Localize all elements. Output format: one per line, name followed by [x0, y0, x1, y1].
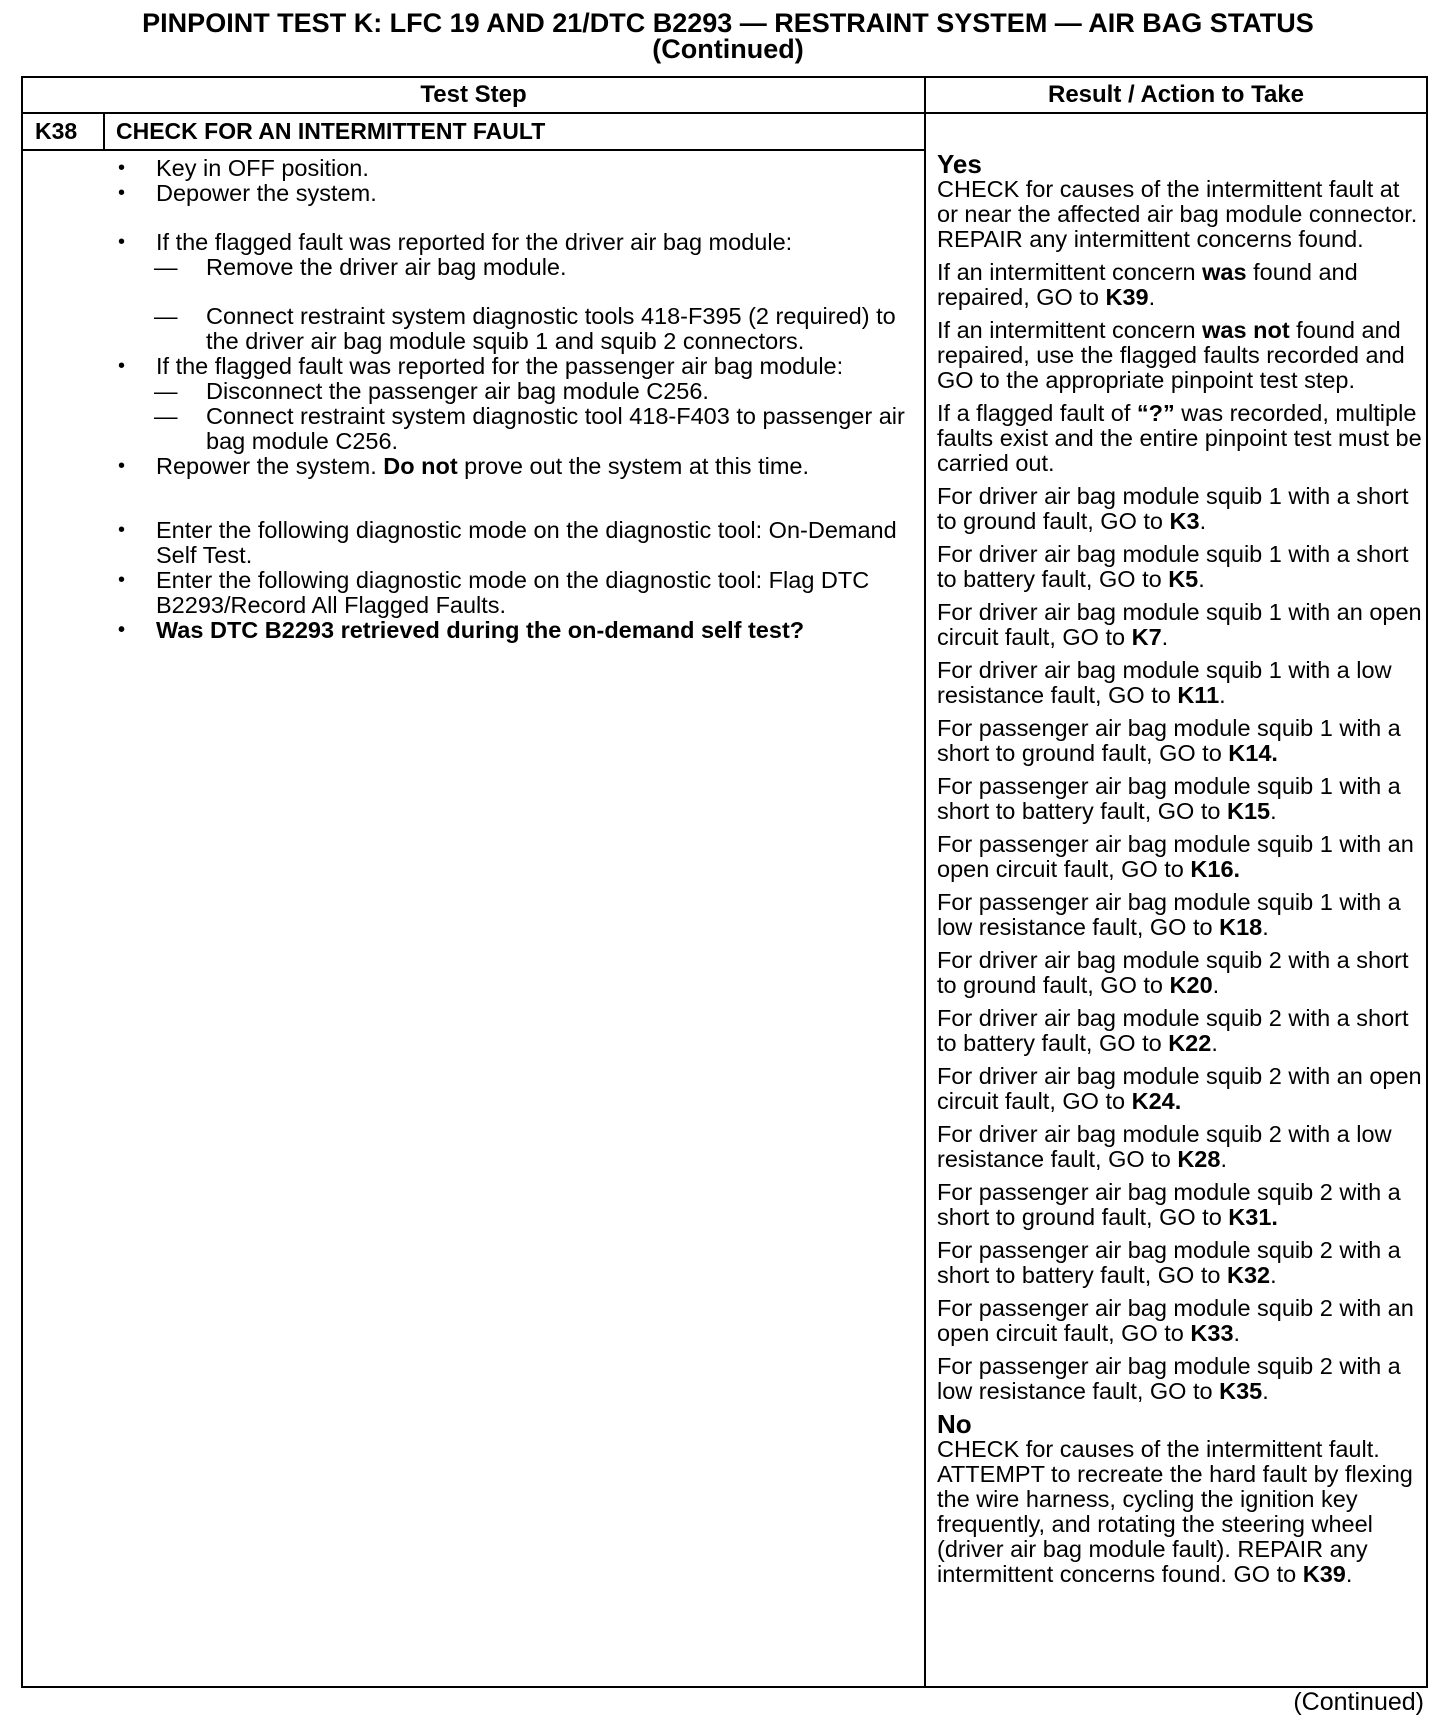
- column-header-result: Result / Action to Take: [925, 77, 1427, 113]
- yes-text: CHECK for causes of the intermittent fault at or near the affected air bag module connector. REPAIR any intermittent concerns found.: [937, 176, 1418, 252]
- result-question-fault: If a flagged fault of “?” was recorded, multiple faults exist and the entire pinpoint test must be carried out.: [937, 400, 1422, 476]
- result-item: For driver air bag module squib 1 with an open circuit fault, GO to K7.: [937, 599, 1422, 650]
- page-title-line1: PINPOINT TEST K: LFC 19 AND 21/DTC B2293 — RESTRAINT SYSTEM — AIR BAG STATUS: [142, 8, 1314, 38]
- step-id: K38: [23, 114, 105, 149]
- step-bullet: • Key in OFF position.: [23, 156, 924, 181]
- pinpoint-test-table: [21, 76, 1428, 1688]
- step-sub-bullet: — Connect restraint system diagnostic tools 418-F395 (2 required) to the driver air bag module squib 1 and squib 2 connectors.: [23, 304, 924, 354]
- step-sub-bullet: — Disconnect the passenger air bag module C256.: [23, 379, 924, 404]
- result-item: For driver air bag module squib 2 with a low resistance fault, GO to K28.: [937, 1121, 1392, 1172]
- continued-footer: (Continued): [1293, 1688, 1424, 1716]
- result-not-found: If an intermittent concern was not found and repaired, use the flagged faults recorded and GO to the appropriate pinpoint test step.: [937, 317, 1405, 393]
- step-bullet: • If the flagged fault was reported for the driver air bag module:: [23, 230, 924, 255]
- page-title-line2: (Continued): [652, 34, 804, 64]
- result-item: For passenger air bag module squib 2 with a short to ground fault, GO to K31.: [937, 1179, 1401, 1230]
- result-item: For driver air bag module squib 2 with a short to battery fault, GO to K22.: [937, 1005, 1409, 1056]
- result-cell: [925, 113, 1427, 1687]
- step-bullet: • Repower the system. Do not prove out the system at this time.: [23, 454, 924, 479]
- no-text: CHECK for causes of the intermittent fault. ATTEMPT to recreate the hard fault by flexing the wire harness, cycling the ignition key frequently, and rotating the steering wheel (driver air bag module fault). REPAIR any intermittent concerns found. GO to K39.: [937, 1436, 1413, 1587]
- result-item: For passenger air bag module squib 1 with an open circuit fault, GO to K16.: [937, 831, 1414, 882]
- result-content: [926, 114, 1426, 1587]
- yes-label: Yes: [937, 149, 982, 179]
- result-item: For passenger air bag module squib 1 with a short to battery fault, GO to K15.: [937, 773, 1401, 824]
- result-item: For passenger air bag module squib 1 with a short to ground fault, GO to K14.: [937, 715, 1401, 766]
- result-found: If an intermittent concern was found and repaired, GO to K39.: [937, 259, 1358, 310]
- step-bullet: • Enter the following diagnostic mode on the diagnostic tool: Flag DTC B2293/Record All Flagged Faults.: [23, 568, 924, 618]
- test-step-list: [23, 151, 924, 643]
- result-item: For passenger air bag module squib 2 with a low resistance fault, GO to K35.: [937, 1353, 1401, 1404]
- result-item: For passenger air bag module squib 2 with an open circuit fault, GO to K33.: [937, 1295, 1414, 1346]
- result-item: For driver air bag module squib 1 with a short to battery fault, GO to K5.: [937, 541, 1409, 592]
- step-title: CHECK FOR AN INTERMITTENT FAULT: [116, 118, 546, 144]
- result-item: For driver air bag module squib 1 with a short to ground fault, GO to K3.: [937, 483, 1409, 534]
- page-title: [0, 10, 1456, 62]
- test-step-cell: [22, 150, 925, 1687]
- result-items: [937, 484, 1422, 1404]
- column-header-test-step: Test Step: [22, 77, 925, 113]
- no-label: No: [937, 1409, 972, 1439]
- step-bullet: • Enter the following diagnostic mode on the diagnostic tool: On-Demand Self Test.: [23, 518, 924, 568]
- step-sub-bullet: — Connect restraint system diagnostic tool 418-F403 to passenger air bag module C256.: [23, 404, 924, 454]
- step-bullet: • If the flagged fault was reported for the passenger air bag module:: [23, 354, 924, 379]
- result-item: For passenger air bag module squib 1 with a low resistance fault, GO to K18.: [937, 889, 1401, 940]
- step-question: • Was DTC B2293 retrieved during the on-demand self test?: [23, 618, 924, 643]
- step-sub-bullet: — Remove the driver air bag module.: [23, 255, 924, 280]
- result-item: For driver air bag module squib 2 with a short to ground fault, GO to K20.: [937, 947, 1409, 998]
- result-item: For driver air bag module squib 1 with a low resistance fault, GO to K11.: [937, 657, 1392, 708]
- step-bullet: • Depower the system.: [23, 181, 924, 206]
- result-item: For passenger air bag module squib 2 with a short to battery fault, GO to K32.: [937, 1237, 1401, 1288]
- result-item: For driver air bag module squib 2 with an open circuit fault, GO to K24.: [937, 1063, 1422, 1114]
- step-heading-row: [22, 113, 925, 150]
